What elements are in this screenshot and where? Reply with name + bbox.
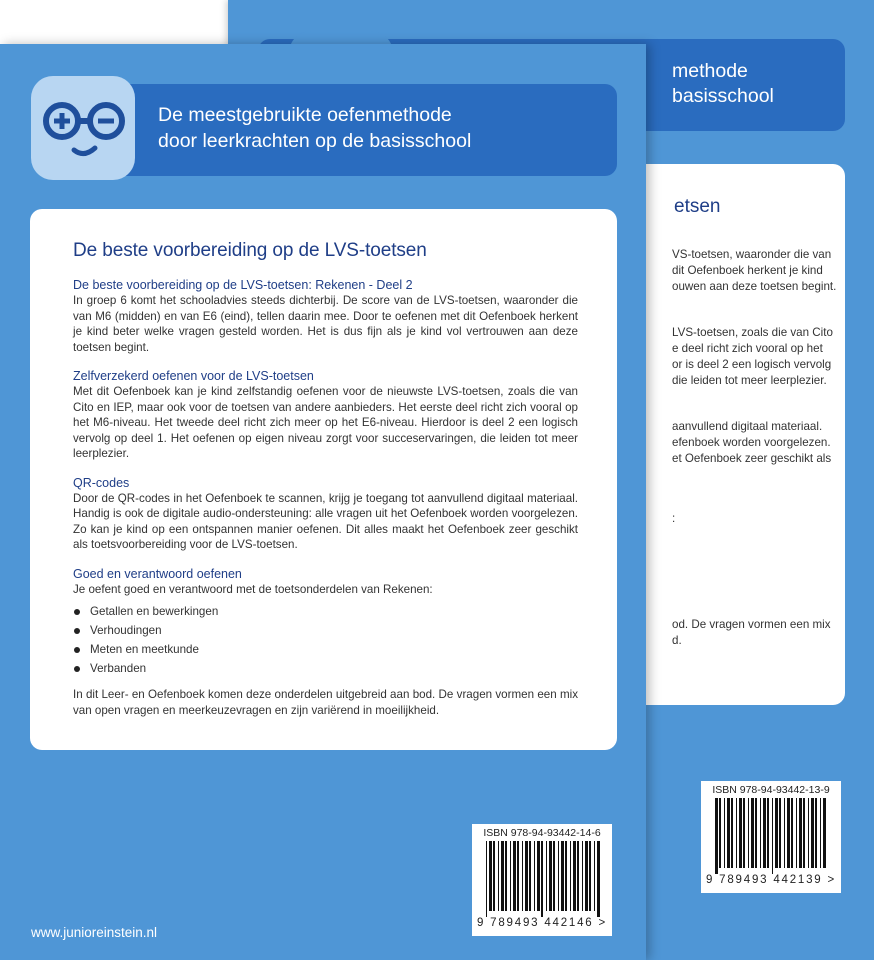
- barcode-bar: [582, 841, 583, 911]
- barcode-bar: [525, 841, 528, 911]
- barcode-bar: [534, 841, 535, 911]
- barcode-bar: [808, 798, 809, 868]
- barcode-bar: [541, 841, 543, 917]
- barcode-bar: [791, 798, 793, 868]
- barcode-bar: [823, 798, 826, 868]
- section-heading: Goed en verantwoord oefenen: [73, 566, 242, 581]
- barcode-bar: [784, 798, 785, 868]
- barcode-bar: [719, 798, 721, 868]
- barcode-bar: [803, 798, 805, 868]
- barcode-bar: [724, 798, 725, 868]
- barcode-bar: [553, 841, 555, 911]
- barcode-bar: [517, 841, 519, 911]
- barcode-bar: [796, 798, 797, 868]
- back-card-text-line: et Oefenboek zeer geschikt als: [672, 452, 832, 465]
- barcode-bar: [775, 798, 778, 868]
- front-isbn-label: ISBN 978-94-93442-14-6: [483, 827, 601, 839]
- topic-list: [73, 602, 578, 678]
- barcode-bar: [811, 798, 814, 868]
- back-card-text-line: aanvullend digitaal materiaal.: [672, 420, 823, 433]
- back-card-text-line: LVS-toetsen, zoals die van Cito: [672, 326, 833, 339]
- barcode-bar: [772, 798, 773, 874]
- back-isbn-label: ISBN 978-94-93442-13-9: [712, 784, 830, 796]
- barcode-bar: [739, 798, 742, 868]
- back-card-text-line: od. De vragen vormen een mix: [672, 618, 831, 631]
- barcode-bar: [799, 798, 802, 868]
- barcode-bar: [573, 841, 576, 911]
- barcode-bar: [594, 841, 595, 911]
- section-body: In groep 6 komt het schooladvies steeds dichterbij. De score van de LVS-toetsen, waaronder die van M6 (midden) en van E6 (eind), tellen daarin mee. Door te oefenen met dit Oefenboek herkent je kind beter welke vragen gesteld worden. Het is dus fijn als je kind vol vertrouwen aan deze toetsen begint.: [73, 294, 578, 354]
- back-card-text-line: die leiden tot meer leerplezier.: [672, 374, 827, 387]
- back-card-heading-fragment: etsen: [674, 196, 721, 217]
- banner-line-1: De meestgebruikte oefenmethode: [158, 104, 452, 126]
- section-heading: De beste voorbereiding op de LVS-toetsen: Rekenen - Deel 2: [73, 278, 413, 292]
- back-banner-line-2: basisschool: [672, 85, 774, 107]
- barcode-bar: [549, 841, 552, 911]
- barcode-bar: [558, 841, 559, 911]
- barcode-bar: [779, 798, 781, 868]
- card-title: De beste voorbereiding op de LVS-toetsen: [73, 240, 427, 261]
- section-outro: In dit Leer- en Oefenboek komen deze onderdelen uitgebreid aan bod. De vragen vormen een mix van open vragen en meerkeuzevragen en zijn variërend in moeilijkheid.: [73, 688, 578, 717]
- back-card-text-line: e deel richt zich vooral op het: [672, 342, 823, 355]
- list-item: Getallen en bewerkingen: [73, 602, 578, 621]
- website-link[interactable]: www.junioreinstein.nl: [31, 925, 158, 940]
- logo-tile: [31, 76, 135, 180]
- barcode-bar: [501, 841, 504, 911]
- front-card: [30, 209, 617, 750]
- barcode-bar: [522, 841, 523, 911]
- front-barcode: [484, 841, 602, 917]
- back-card-text-line: efenboek worden voorgelezen.: [672, 436, 831, 449]
- barcode-bar: [577, 841, 579, 911]
- barcode-bar: [763, 798, 766, 868]
- barcode-bar: [589, 841, 591, 911]
- banner-line-2: door leerkrachten op de basisschool: [158, 130, 472, 152]
- barcode-bar: [489, 841, 492, 911]
- barcode-bar: [585, 841, 588, 911]
- list-item: Meten en meetkunde: [73, 640, 578, 659]
- barcode-bar: [715, 798, 718, 874]
- back-card-text-line: :: [672, 512, 676, 525]
- barcode-bar: [493, 841, 495, 911]
- list-item: Verhoudingen: [73, 621, 578, 640]
- front-barcode-number: 9 789493 442146 >: [476, 917, 608, 929]
- front-isbn-box: [472, 824, 612, 936]
- barcode-bar: [529, 841, 531, 911]
- section-heading: QR-codes: [73, 475, 130, 490]
- barcode-bar: [505, 841, 507, 911]
- section-body: Met dit Oefenboek kan je kind zelfstandig oefenen voor de nieuwste LVS-toetsen, zoals die van Cito en IEP, maar ook voor de toetsen van andere aanbieders. Het eerste deel richt zich vooral op het M6-niveau. Het tweede deel richt zich meer op het E6-niveau. Hierdoor is deel 2 een logisch vervolg op deel 1. Het oefenen op eigen niveau zorgt voor succeservaringen, die leiden tot meer leerplezier.: [73, 385, 578, 460]
- barcode-bar: [570, 841, 571, 911]
- barcode-bar: [748, 798, 749, 868]
- section-intro: Je oefent goed en verantwoord met de toetsonderdelen van Rekenen:: [73, 582, 433, 596]
- back-card-text-line: VS-toetsen, waaronder die van: [672, 248, 832, 261]
- barcode-bar: [767, 798, 769, 868]
- section-body: Door de QR-codes in het Oefenboek te scannen, krijg je toegang tot aanvullend digitaal materiaal. Handig is ook de digitale audio-ondersteuning: alle vragen uit het Oefenboek worden voorgelezen. Zo kan je kind op een ontspannen manier oefenen. Dit alles maakt het Oefenboek zeer geschikt als toetsvoorbereiding voor de LVS-toetsen.: [73, 491, 578, 551]
- barcode-bar: [815, 798, 817, 868]
- barcode-bar: [498, 841, 499, 911]
- barcode-bar: [537, 841, 540, 911]
- barcode-bar: [565, 841, 567, 911]
- barcode-bar: [510, 841, 511, 911]
- back-card-text-line: dit Oefenboek herkent je kind: [672, 264, 823, 277]
- barcode-bar: [755, 798, 757, 868]
- back-barcode: [713, 798, 831, 874]
- back-barcode-number: 9 789493 442139 >: [705, 874, 837, 886]
- section-heading: Zelfverzekerd oefenen voor de LVS-toetsen: [73, 369, 314, 383]
- front-book-cover: [0, 44, 646, 960]
- barcode-bar: [513, 841, 516, 911]
- barcode-bar: [743, 798, 745, 868]
- barcode-bar: [731, 798, 733, 868]
- plus-minus-smiley-icon: [31, 76, 135, 180]
- barcode-bar: [820, 798, 821, 868]
- barcode-bar: [736, 798, 737, 868]
- barcode-bar: [751, 798, 754, 868]
- barcode-bar: [546, 841, 547, 911]
- back-card-text-line: d.: [672, 634, 682, 647]
- back-banner-line-1: methode: [672, 60, 748, 82]
- back-isbn-box: [701, 781, 841, 893]
- barcode-bar: [787, 798, 790, 868]
- barcode-bar: [760, 798, 761, 868]
- barcode-bar: [727, 798, 730, 868]
- back-card-text-line: ouwen aan deze toetsen begint.: [672, 280, 837, 293]
- barcode-bar: [561, 841, 564, 911]
- list-item: Verbanden: [73, 659, 578, 678]
- barcode-bar: [597, 841, 600, 917]
- barcode-bar: [486, 841, 487, 917]
- back-card-text-line: or is deel 2 een logisch vervolg: [672, 358, 832, 371]
